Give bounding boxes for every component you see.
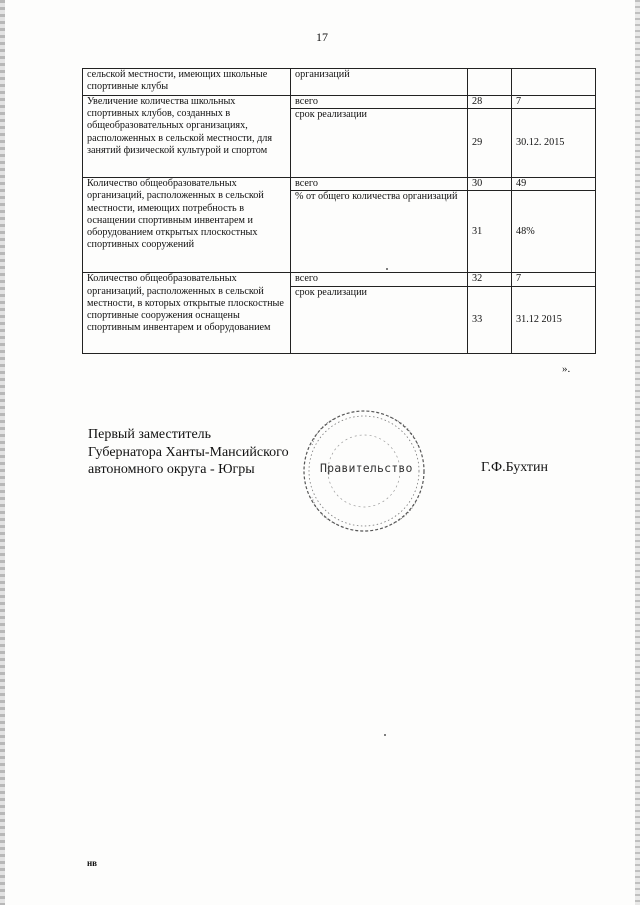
table-row — [83, 69, 596, 96]
value-cell: 49 — [512, 178, 596, 191]
unit-cell: организаций — [291, 69, 468, 96]
indicator-cell: Количество общеобразовательных организаций, расположенных в сельской местности, в которых открытые плоскостные спортивные сооружения оснащены спортивным инвентарем и оборудованием — [83, 273, 291, 353]
unit-cell: % от общего количества организаций — [291, 191, 468, 273]
indicator-cell: Количество общеобразовательных организаций, расположенных в сельской местности, имеющих потребность в оснащении спортивным инвентарем и оборудованием открытых плоскостных спортивных сооружений — [83, 178, 291, 273]
code-cell: 32 — [468, 273, 512, 286]
closing-quote: ». — [562, 363, 571, 375]
scan-speck — [384, 734, 386, 736]
value-cell — [512, 69, 596, 96]
code-cell: 30 — [468, 178, 512, 191]
stamp-label: Правительство — [320, 461, 413, 475]
page-number: 17 — [316, 30, 328, 44]
footer-initials: нв — [87, 858, 98, 868]
value-cell: 31.12 2015 — [512, 286, 596, 353]
code-cell: 31 — [468, 191, 512, 273]
code-cell: 28 — [468, 96, 512, 109]
table-row — [83, 273, 596, 286]
code-cell: 33 — [468, 286, 512, 353]
signature-position-line: автономного округа - Югры — [88, 462, 255, 477]
scan-speck — [386, 268, 388, 270]
unit-cell: всего — [291, 273, 468, 286]
table-row — [83, 96, 596, 109]
indicator-cell: сельской местности, имеющих школьные спортивные клубы — [83, 69, 291, 96]
value-cell: 30.12. 2015 — [512, 109, 596, 178]
indicators-table — [82, 68, 596, 354]
code-cell — [468, 69, 512, 96]
unit-cell: срок реализации — [291, 286, 468, 353]
unit-cell: всего — [291, 178, 468, 191]
signature-position — [88, 426, 289, 479]
signatory-name: Г.Ф.Бухтин — [481, 460, 549, 475]
value-cell: 48% — [512, 191, 596, 273]
value-cell: 7 — [512, 273, 596, 286]
indicator-cell: Увеличение количества школьных спортивных клубов, созданных в общеобразовательных организациях, расположенных в сельской местности, для занятий физической культурой и спортом — [83, 96, 291, 178]
signature-position-line: Губернатора Ханты-Мансийского — [88, 444, 289, 460]
table-row — [83, 178, 596, 191]
value-cell: 7 — [512, 96, 596, 109]
scan-edge-right — [635, 0, 640, 905]
unit-cell: всего — [291, 96, 468, 109]
code-cell: 29 — [468, 109, 512, 178]
unit-cell: срок реализации — [291, 109, 468, 178]
signature-position-line: Первый заместитель — [88, 427, 212, 442]
scan-edge-left — [0, 0, 5, 905]
